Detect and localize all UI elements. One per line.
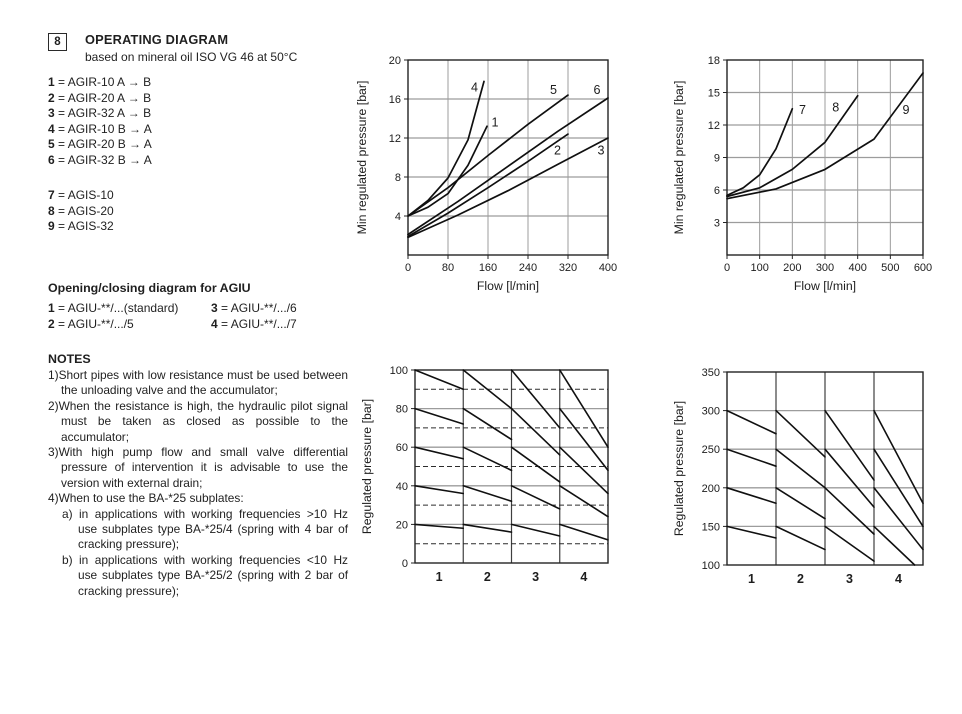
svg-text:4: 4 <box>470 80 479 95</box>
svg-text:240: 240 <box>518 262 538 274</box>
svg-text:7: 7 <box>798 102 806 117</box>
svg-text:Flow [l/min]: Flow [l/min] <box>476 279 540 293</box>
svg-text:0: 0 <box>401 558 408 570</box>
legend-agis <box>48 188 114 235</box>
svg-text:100: 100 <box>701 560 720 572</box>
svg-text:15: 15 <box>707 87 720 100</box>
svg-text:2: 2 <box>483 570 491 584</box>
svg-text:40: 40 <box>395 480 408 493</box>
svg-text:300: 300 <box>701 405 720 418</box>
svg-text:2: 2 <box>553 143 562 158</box>
svg-text:20: 20 <box>395 519 408 532</box>
svg-text:8: 8 <box>394 172 401 184</box>
legend-item-4: 4 = AGIU-**/.../7 <box>211 316 297 331</box>
svg-text:Min regulated pressure [bar]: Min regulated pressure [bar] <box>672 80 686 235</box>
svg-text:160: 160 <box>478 262 498 274</box>
notes-heading: NOTES <box>48 352 91 366</box>
svg-text:400: 400 <box>598 262 618 274</box>
svg-text:3: 3 <box>713 217 720 230</box>
legend-item-1: 1 = AGIU-**/...(standard) <box>48 301 179 315</box>
svg-text:320: 320 <box>558 262 578 274</box>
svg-text:12: 12 <box>707 120 720 132</box>
svg-text:100: 100 <box>389 365 408 377</box>
svg-text:80: 80 <box>395 403 408 416</box>
legend-item-4: 4 = AGIR-10 B → A <box>48 121 152 136</box>
svg-text:3: 3 <box>597 143 605 158</box>
chart-agir-flow-pressure <box>352 50 618 302</box>
note-item-4: 4)When to use the BA-*25 subplates: <box>48 491 244 506</box>
svg-text:9: 9 <box>902 102 910 117</box>
svg-text:1: 1 <box>435 570 443 584</box>
svg-text:6: 6 <box>713 185 720 197</box>
legend-item-5: 5 = AGIR-20 B → A <box>48 137 152 152</box>
svg-text:6: 6 <box>593 83 601 98</box>
svg-text:Flow [l/min]: Flow [l/min] <box>793 279 857 293</box>
page-title: OPERATING DIAGRAM <box>85 32 229 47</box>
note-item-1: 1)Short pipes with low resistance must be used between the unloading valve and the accumulator; <box>48 368 348 398</box>
svg-text:0: 0 <box>404 262 412 274</box>
legend-item-2: 2 = AGIR-20 A → B <box>48 90 152 105</box>
svg-text:150: 150 <box>701 521 720 534</box>
note-item-2: 2)When the resistance is high, the hydraulic pilot signal must be taken as closed as possible to the accumulator; <box>48 398 348 444</box>
svg-text:2: 2 <box>797 572 804 586</box>
legend-item-6: 6 = AGIR-32 B → A <box>48 152 152 167</box>
svg-text:1: 1 <box>748 572 755 586</box>
svg-text:4: 4 <box>895 572 902 586</box>
legend-item-2: 2 = AGIU-**/.../5 <box>48 316 134 331</box>
legend-item-8: 8 = AGIS-20 <box>48 203 114 218</box>
section-number-box: 8 <box>48 33 67 51</box>
svg-text:3: 3 <box>532 570 540 584</box>
section-header <box>48 32 297 64</box>
svg-text:350: 350 <box>701 367 720 379</box>
svg-text:1: 1 <box>491 115 499 130</box>
svg-text:100: 100 <box>750 262 769 274</box>
agiu-heading: Opening/closing diagram for AGIU <box>48 281 251 295</box>
page-subtitle: based on mineral oil ISO VG 46 at 50°C <box>85 50 298 64</box>
note-subitem-a: a) in applications with working frequencies >10 Hz use subplates type BA-*25/4 (spring with 4 bar of cracking pressure); <box>62 506 348 552</box>
note-item-3: 3)With high pump flow and small valve differential pressure of intervention it is advisable to use the version with external drain; <box>48 445 348 490</box>
legend-item-9: 9 = AGIS-32 <box>48 219 114 234</box>
svg-text:8: 8 <box>832 100 840 115</box>
svg-text:60: 60 <box>395 442 408 455</box>
svg-text:Regulated pressure [bar]: Regulated pressure [bar] <box>672 400 686 537</box>
svg-text:9: 9 <box>713 152 720 165</box>
notes-list <box>48 368 348 599</box>
legend-item-3: 3 = AGIR-32 A → B <box>48 106 152 121</box>
chart-agiu-low-pressure <box>357 360 619 595</box>
chart-agiu-high-pressure <box>669 362 937 597</box>
svg-text:5: 5 <box>549 83 558 98</box>
svg-text:600: 600 <box>913 262 933 274</box>
section-titles <box>85 32 297 64</box>
legend-item-3: 3 = AGIU-**/.../6 <box>211 301 297 315</box>
svg-text:20: 20 <box>388 55 401 67</box>
svg-text:300: 300 <box>815 262 835 274</box>
svg-text:4: 4 <box>580 570 588 584</box>
legend-agiu <box>48 301 297 332</box>
svg-text:Min regulated pressure [bar]: Min regulated pressure [bar] <box>355 80 369 235</box>
svg-text:12: 12 <box>388 133 401 145</box>
svg-text:400: 400 <box>848 262 867 274</box>
svg-text:80: 80 <box>441 262 455 274</box>
svg-text:250: 250 <box>701 444 720 457</box>
legend-item-1: 1 = AGIR-10 A → B <box>48 75 152 89</box>
legend-item-7: 7 = AGIS-10 <box>48 188 114 202</box>
svg-text:4: 4 <box>394 211 401 223</box>
note-subitem-b: b) in applications with working frequencies <10 Hz use subplates type BA-*25/2 (spring with 2 bar of cracking pressure); <box>62 552 348 598</box>
svg-text:3: 3 <box>846 572 853 586</box>
chart-agis-flow-pressure <box>669 50 937 302</box>
svg-text:0: 0 <box>723 262 731 274</box>
svg-text:Regulated pressure [bar]: Regulated pressure [bar] <box>360 398 374 535</box>
svg-text:16: 16 <box>388 94 401 106</box>
svg-text:500: 500 <box>881 262 900 274</box>
legend-agir <box>48 75 152 169</box>
svg-text:18: 18 <box>707 55 720 67</box>
svg-text:200: 200 <box>701 482 720 495</box>
svg-text:200: 200 <box>783 262 802 274</box>
